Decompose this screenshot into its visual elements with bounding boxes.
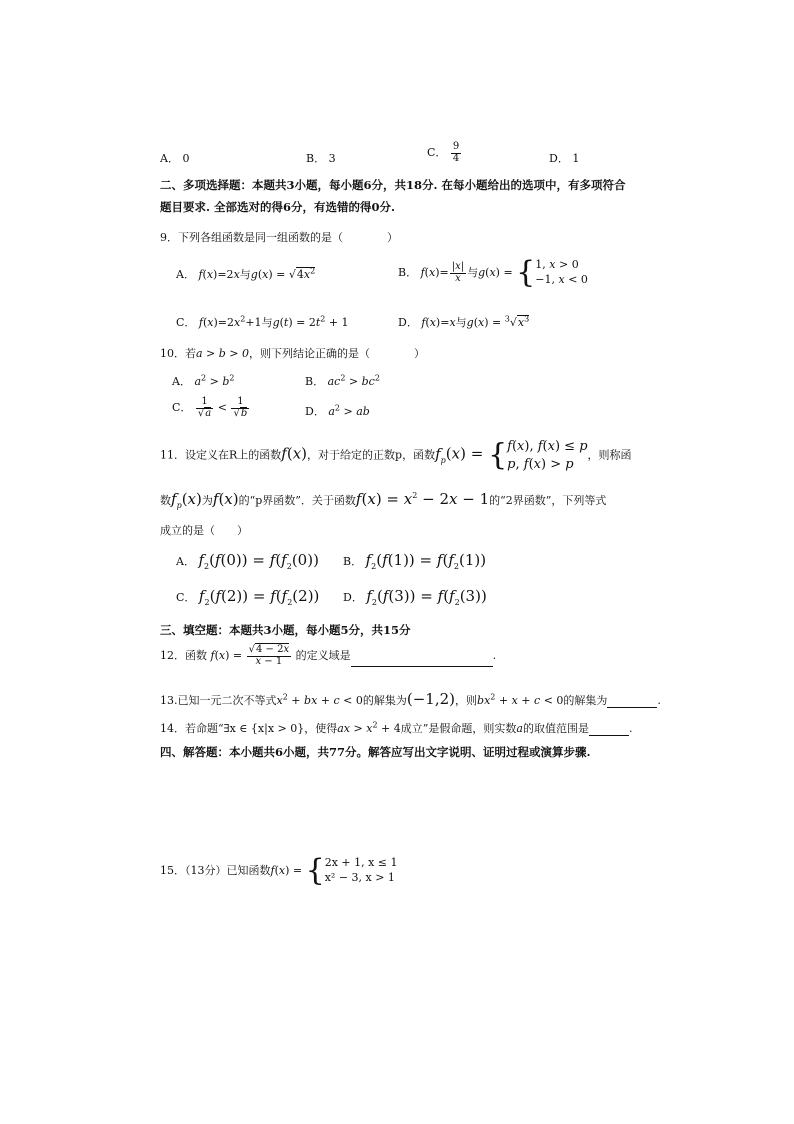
connector-text: 与: [239, 268, 251, 281]
q12-end: .: [492, 649, 497, 662]
q11-line2: 数$f_p(x)$为f(x)的“p界函数”．关于函数$f(x) = x^2 - 2x - 1$的“2界函数”，下列等式: [160, 490, 607, 510]
q12-pre: 12．函数: [160, 649, 207, 662]
q12-post: 的定义域是: [295, 649, 351, 662]
option-label: A．: [172, 375, 191, 388]
q11-option-a: A． $f_2(f(0)) = f(f_2(0))$: [176, 551, 319, 571]
q9-option-b: B． f(x)= $\frac{|x|}{x}$ 与g(x) = {1, x > 0 −1, x < 0: [398, 255, 588, 290]
q15-pre: 15．（13分）已知函数: [160, 864, 271, 877]
q10-stem-pre: 10．若: [160, 347, 196, 360]
q14-mid: 成立”是假命题，则实数: [400, 722, 517, 735]
q11-option-c: C． $f_2(f(2)) = f(f_2(2))$: [176, 587, 320, 607]
q13-pre: 13.已知一元二次不等式: [160, 694, 277, 707]
q10-condition: a > b > 0: [196, 347, 250, 360]
q12-answer-blank[interactable]: [351, 654, 493, 667]
q11-line2-c: 的“2界函数”，下列等式: [489, 494, 607, 507]
abs-x-over-x: $\frac{|x|}{x}$: [451, 261, 465, 284]
connector-text: 与: [467, 266, 479, 279]
q14-post: 的取值范围是: [522, 722, 589, 735]
q11-option-b: B． $f_2(f(1)) = f(f_2(1))$: [343, 551, 487, 571]
q14-var: a: [516, 722, 523, 735]
option-label: C．: [176, 591, 196, 604]
q11-line1-pre: 11．设定义在R上的函数: [160, 448, 282, 462]
fraction-numerator: 9: [452, 141, 460, 152]
section2-heading-line2: 题目要求. 全部选对的得6分，有选错的得0分.: [160, 200, 396, 214]
option-label: D．: [343, 591, 363, 604]
q13-answer-blank[interactable]: [607, 695, 657, 708]
q9-option-c: C． $f(x)=2x^2+1$与$g(t) = 2t^2 + 1$: [176, 314, 349, 329]
q13-mid: 的解集为: [362, 694, 407, 707]
q8-option-d: D． 1: [549, 152, 580, 165]
option-label: A．: [176, 555, 195, 568]
q8-option-a: A． 0: [160, 152, 190, 165]
q10-option-d: D． $a^2$ > ab: [305, 403, 370, 418]
section2-heading-line1: 二、多项选择题：本题共3小题，每小题6分，共18分. 在每小题给出的选项中，有多项符合: [160, 178, 626, 192]
q11-line3: 成立的是（ ）: [160, 524, 248, 537]
q14-answer-blank[interactable]: [589, 723, 629, 736]
q15-case1: 2x + 1, x ≤ 1: [324, 856, 398, 870]
q13-line: 13.已知一元二次不等式$x^2$ + bx + c < 0的解集为(−1,2)，则$bx^2 + x + c < 0$的解集为 .: [160, 690, 661, 708]
q8-option-c-fraction: [451, 142, 461, 164]
q13-post: 的解集为: [563, 694, 608, 707]
fraction-denominator: 4: [452, 152, 460, 164]
q11-option-d: D． $f_2(f(3)) = f(f_2(3))$: [343, 587, 487, 607]
q9-stem: 9．下列各组函数是同一组函数的是（ ）: [160, 231, 398, 244]
q14-end: .: [628, 722, 633, 735]
q11-line2-b: 的“p界函数”．关于函数: [238, 494, 356, 507]
q12-line: 12．函数 f(x) = $\frac{√4 - 2x}{x - 1}$ 的定义域是 .: [160, 644, 497, 667]
connector-text: 与: [261, 316, 273, 329]
q11-line2-pre: 数: [160, 494, 171, 507]
q15-case2: x² − 3, x > 1: [324, 871, 395, 884]
q8-option-c: [427, 142, 462, 164]
q10-option-c: C． $\frac{1}{√a}$ < $\frac{1}{√b}$: [172, 396, 248, 419]
section4-heading: 四、解答题：本小题共6小题，共77分。解答应写出文字说明、证明过程或演算步骤.: [160, 745, 591, 759]
q8-option-b: B． 3: [306, 152, 336, 165]
q11-line1-mid: ，对于给定的正数p，函数: [307, 448, 436, 462]
option-label: D．: [305, 405, 325, 418]
q10-option-b: B． $ac^2 > bc^2$: [305, 373, 380, 388]
option-label: B．: [398, 266, 418, 279]
q10-stem-post: ，则下列结论正确的是（ ）: [249, 347, 426, 360]
q11-line2-a: 为: [201, 494, 213, 507]
option-label: B．: [343, 555, 363, 568]
option-label: C．: [172, 401, 192, 414]
q13-mid2: ，则: [455, 694, 478, 707]
q13-end: .: [657, 694, 661, 707]
q10-stem: [160, 345, 425, 361]
q14-pre: 14．若命题“∃x ∈ {x|x > 0}，使得: [160, 722, 338, 735]
q11-line1: 11．设定义在R上的函数f(x)，对于给定的正数p，函数$f_p(x) = \{f(x)$, f(x) ≤ p p, f(x) > p，则称函: [160, 437, 632, 473]
option-label: C．: [176, 316, 196, 329]
option-label: A．: [176, 268, 195, 281]
q9-option-d: D． f(x)=x与$g(x) = ^3√x^3$: [398, 314, 530, 329]
section3-heading: 三、填空题：本题共3小题，每小题5分，共15分: [160, 623, 411, 637]
q9-option-a: A． f(x)=2x与$g(x) = √4x^2$: [176, 266, 316, 281]
connector-text: 与: [455, 316, 467, 329]
q14-line: 14．若命题“∃x ∈ {x|x > 0}，使得ax > $x^2 + 4$成立”是假命题，则实数a的取值范围是 .: [160, 720, 633, 735]
q10-option-a: A． $a^2 > b^2$: [172, 373, 235, 388]
option-label: B．: [305, 375, 325, 388]
q11-line1-post: ，则称函: [587, 448, 632, 462]
q8-option-c-label: C．: [427, 146, 447, 159]
option-label: D．: [398, 316, 418, 329]
q13-interval: (−1,2): [406, 690, 456, 708]
q15-line: 15．（13分）已知函数f(x) = {2x + 1, x ≤ 1 x² − 3, x > 1: [160, 853, 398, 888]
